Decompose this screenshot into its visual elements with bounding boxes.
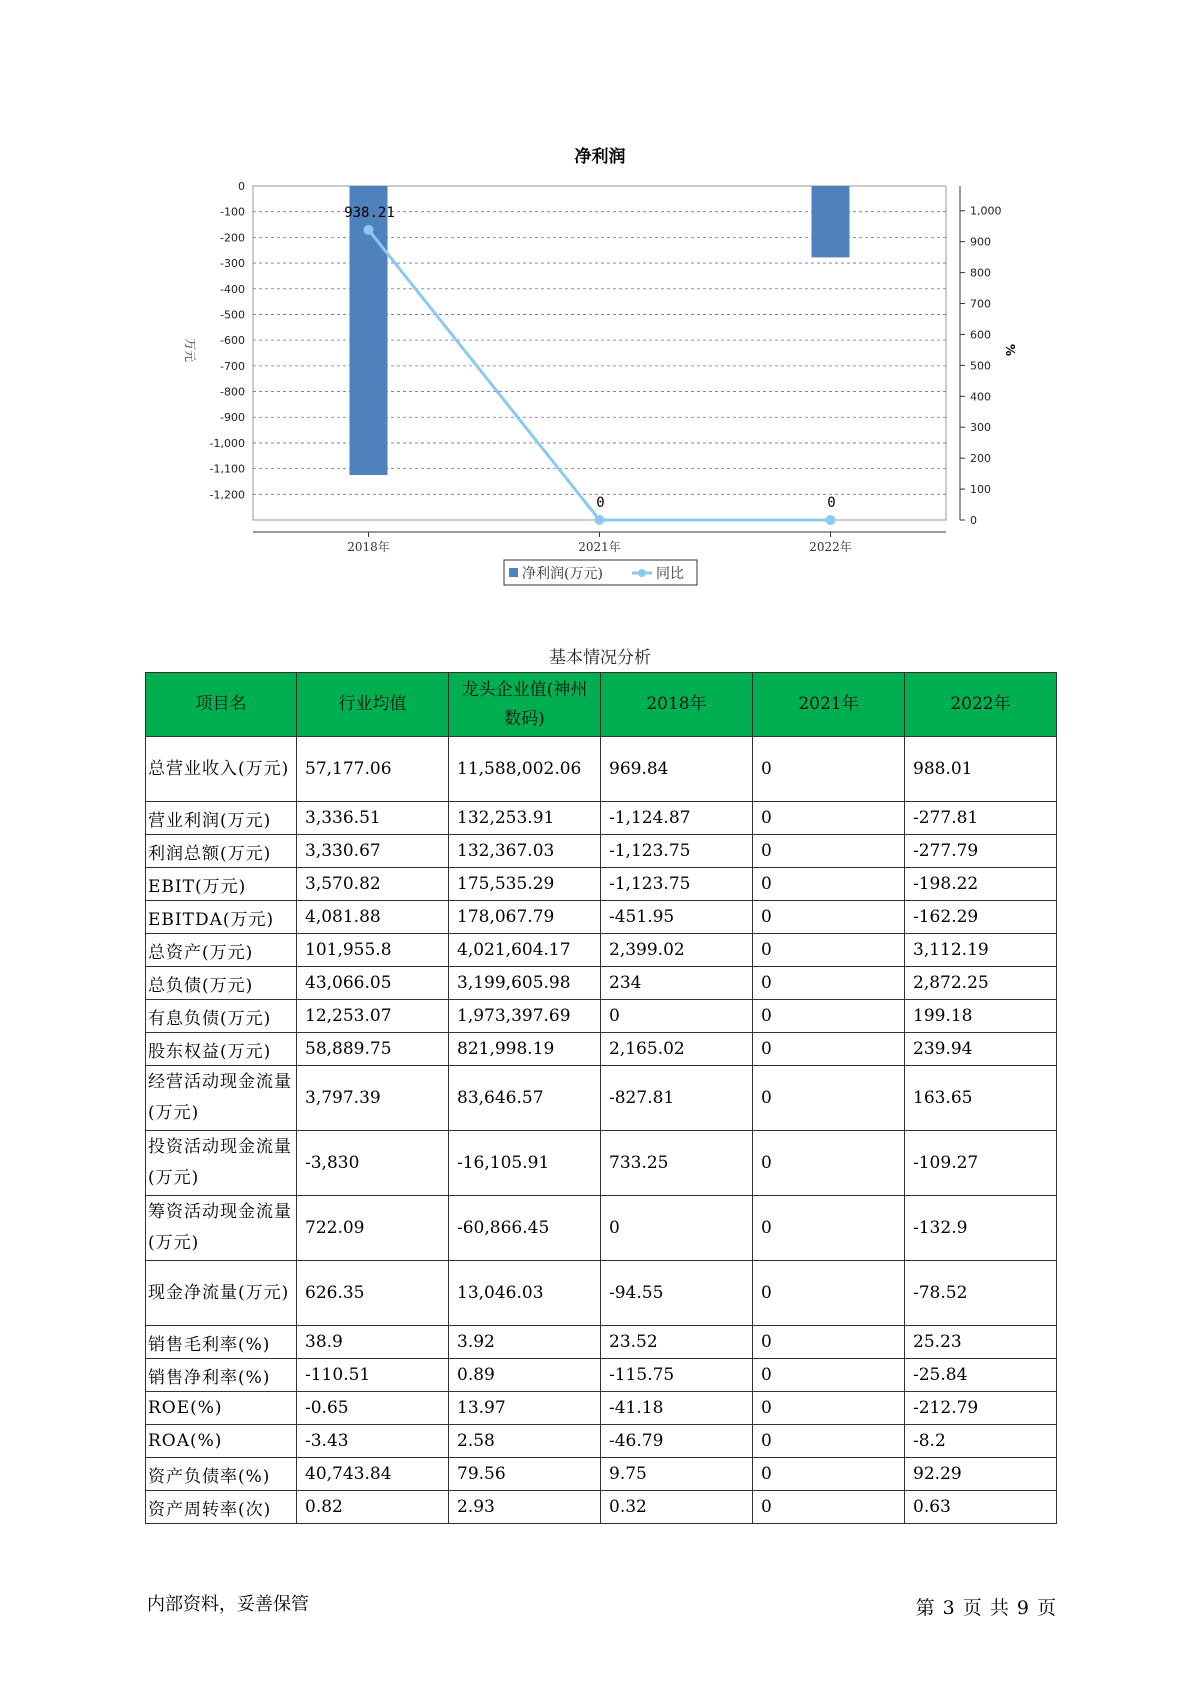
bar: [812, 186, 850, 257]
table-row: [146, 835, 1057, 868]
table-cell: 3,570.82: [297, 868, 449, 901]
table-cell: 0: [601, 1000, 753, 1033]
table-row: [146, 934, 1057, 967]
y2-tick-label: 400: [970, 390, 991, 404]
table-cell: 3,330.67: [297, 835, 449, 868]
y2-tick-label: 500: [970, 359, 991, 373]
table-cell: 9.75: [601, 1458, 753, 1491]
header-year-2018: 2018年: [601, 673, 753, 737]
y2-tick-label: 300: [970, 421, 991, 435]
row-item-name: 销售净利率(%): [146, 1359, 297, 1392]
table-cell: -451.95: [601, 901, 753, 934]
table-cell: 175,535.29: [449, 868, 601, 901]
table-cell: 0: [753, 835, 905, 868]
row-item-name: 筹资活动现金流量(万元): [146, 1196, 297, 1261]
table-row: [146, 1066, 1057, 1131]
table-cell: -60,866.45: [449, 1196, 601, 1261]
table-cell: 132,253.91: [449, 802, 601, 835]
table-cell: -94.55: [601, 1261, 753, 1326]
table-cell: 234: [601, 967, 753, 1000]
table-cell: 2,165.02: [601, 1033, 753, 1066]
yoy-point: [364, 225, 374, 235]
table-cell: 0: [753, 1326, 905, 1359]
y2-tick-label: 600: [970, 328, 991, 342]
table-row: [146, 967, 1057, 1000]
table-cell: 163.65: [905, 1066, 1057, 1131]
x-tick-label: 2018年: [347, 540, 390, 554]
table-cell: 0.32: [601, 1491, 753, 1524]
net-profit-chart: [0, 0, 1191, 600]
legend-swatch-marker: [638, 569, 646, 577]
chart-legend: [504, 560, 697, 585]
y2-tick-label: 900: [970, 235, 991, 249]
table-cell: 3,797.39: [297, 1066, 449, 1131]
table-cell: 0: [753, 1033, 905, 1066]
header-leader-value: 龙头企业值(神州数码): [449, 673, 601, 737]
table-cell: 38.9: [297, 1326, 449, 1359]
table-cell: 3,199,605.98: [449, 967, 601, 1000]
table-cell: 0: [753, 1359, 905, 1392]
row-item-name: 资产负债率(%): [146, 1458, 297, 1491]
row-item-name: 利润总额(万元): [146, 835, 297, 868]
table-row: [146, 1000, 1057, 1033]
table-cell: 25.23: [905, 1326, 1057, 1359]
table-cell: -1,123.75: [601, 868, 753, 901]
y-tick-label: -300: [220, 257, 245, 271]
legend-swatch-bar: [509, 568, 518, 577]
table-cell: 2.58: [449, 1425, 601, 1458]
yoy-point: [826, 515, 836, 525]
table-row: [146, 1131, 1057, 1196]
yoy-data-label: 938.21: [344, 204, 395, 221]
table-cell: -115.75: [601, 1359, 753, 1392]
y-axis-label: 万元: [183, 337, 197, 363]
table-cell: -0.65: [297, 1392, 449, 1425]
row-item-name: 股东权益(万元): [146, 1033, 297, 1066]
table-cell: 83,646.57: [449, 1066, 601, 1131]
table-row: [146, 1458, 1057, 1491]
table-cell: -277.79: [905, 835, 1057, 868]
y2-tick-label: 200: [970, 452, 991, 466]
table-row: [146, 1261, 1057, 1326]
header-item-name: 项目名: [146, 673, 297, 737]
table-cell: 0: [753, 802, 905, 835]
table-cell: -109.27: [905, 1131, 1057, 1196]
table-row: [146, 1196, 1057, 1261]
table-cell: 57,177.06: [297, 737, 449, 802]
table-cell: 0: [753, 901, 905, 934]
table-cell: 0: [601, 1196, 753, 1261]
table-cell: 0: [753, 1425, 905, 1458]
table-cell: 2,872.25: [905, 967, 1057, 1000]
row-item-name: 总资产(万元): [146, 934, 297, 967]
y2-tick-label: 1,000: [970, 204, 1002, 218]
row-item-name: 资产周转率(次): [146, 1491, 297, 1524]
y-tick-label: -100: [220, 205, 245, 219]
header-industry-average: 行业均值: [297, 673, 449, 737]
table-cell: 0: [753, 868, 905, 901]
row-item-name: 总营业收入(万元): [146, 737, 297, 802]
header-year-2021: 2021年: [753, 673, 905, 737]
table-cell: 0: [753, 1392, 905, 1425]
table-caption: 基本情况分析: [549, 648, 651, 668]
table-cell: 43,066.05: [297, 967, 449, 1000]
table-row: [146, 1392, 1057, 1425]
row-item-name: 经营活动现金流量(万元): [146, 1066, 297, 1131]
table-row: [146, 1425, 1057, 1458]
table-cell: -1,124.87: [601, 802, 753, 835]
y-tick-label: -800: [220, 385, 245, 399]
table-cell: 733.25: [601, 1131, 753, 1196]
table-cell: 13,046.03: [449, 1261, 601, 1326]
table-cell: 969.84: [601, 737, 753, 802]
table-row: [146, 901, 1057, 934]
table-header-row: [146, 673, 1057, 737]
table-cell: 132,367.03: [449, 835, 601, 868]
table-cell: -46.79: [601, 1425, 753, 1458]
legend-label-yoy: 同比: [656, 566, 684, 582]
table-row: [146, 868, 1057, 901]
table-cell: 821,998.19: [449, 1033, 601, 1066]
chart-title: 净利润: [574, 147, 626, 167]
y2-tick-label: 800: [970, 266, 991, 280]
table-cell: 199.18: [905, 1000, 1057, 1033]
row-item-name: 总负债(万元): [146, 967, 297, 1000]
table-cell: 58,889.75: [297, 1033, 449, 1066]
y-tick-label: -600: [220, 334, 245, 348]
y2-axis-label: %: [1003, 343, 1017, 357]
table-cell: 0: [753, 1458, 905, 1491]
y-tick-label: -400: [220, 282, 245, 296]
y-tick-label: -1,100: [209, 462, 245, 476]
table-cell: 12,253.07: [297, 1000, 449, 1033]
table-cell: -110.51: [297, 1359, 449, 1392]
table-cell: -25.84: [905, 1359, 1057, 1392]
table-cell: 0.82: [297, 1491, 449, 1524]
table-cell: 101,955.8: [297, 934, 449, 967]
table-cell: 4,081.88: [297, 901, 449, 934]
table-cell: -78.52: [905, 1261, 1057, 1326]
table-row: [146, 737, 1057, 802]
table-row: [146, 1033, 1057, 1066]
basic-analysis-table: [145, 672, 1057, 1524]
y2-tick-label: 700: [970, 297, 991, 311]
table-cell: 40,743.84: [297, 1458, 449, 1491]
table-cell: 722.09: [297, 1196, 449, 1261]
x-tick-label: 2022年: [809, 540, 852, 554]
table-cell: -41.18: [601, 1392, 753, 1425]
table-cell: 79.56: [449, 1458, 601, 1491]
row-item-name: ROA(%): [146, 1425, 297, 1458]
table-cell: 178,067.79: [449, 901, 601, 934]
table-cell: 92.29: [905, 1458, 1057, 1491]
x-tick-label: 2021年: [578, 540, 621, 554]
table-cell: 0.63: [905, 1491, 1057, 1524]
table-cell: 4,021,604.17: [449, 934, 601, 967]
y-tick-label: -900: [220, 411, 245, 425]
y-tick-label: -500: [220, 308, 245, 322]
table-cell: 0: [753, 1491, 905, 1524]
y-tick-label: -1,000: [209, 436, 245, 450]
row-item-name: 现金净流量(万元): [146, 1261, 297, 1326]
row-item-name: ROE(%): [146, 1392, 297, 1425]
table-cell: 626.35: [297, 1261, 449, 1326]
legend-label-net-profit: 净利润(万元): [522, 566, 603, 582]
table-cell: 0: [753, 967, 905, 1000]
table-cell: 0: [753, 934, 905, 967]
table-cell: -3.43: [297, 1425, 449, 1458]
table-cell: 3,336.51: [297, 802, 449, 835]
y-tick-label: -700: [220, 359, 245, 373]
table-cell: 3.92: [449, 1326, 601, 1359]
row-item-name: 销售毛利率(%): [146, 1326, 297, 1359]
table-cell: 3,112.19: [905, 934, 1057, 967]
y2-tick-label: 0: [970, 514, 977, 527]
table-row: [146, 1326, 1057, 1359]
table-cell: 2.93: [449, 1491, 601, 1524]
table-cell: 0: [753, 1196, 905, 1261]
table-cell: -827.81: [601, 1066, 753, 1131]
table-cell: 239.94: [905, 1033, 1057, 1066]
table-cell: -3,830: [297, 1131, 449, 1196]
table-cell: 11,588,002.06: [449, 737, 601, 802]
table-cell: -162.29: [905, 901, 1057, 934]
row-item-name: 投资活动现金流量(万元): [146, 1131, 297, 1196]
header-year-2022: 2022年: [905, 673, 1057, 737]
table-cell: 23.52: [601, 1326, 753, 1359]
y-tick-label: -1,200: [209, 488, 245, 502]
y-tick-label: 0: [238, 180, 245, 193]
table-cell: 2,399.02: [601, 934, 753, 967]
table-cell: 0.89: [449, 1359, 601, 1392]
table-row: [146, 1359, 1057, 1392]
row-item-name: EBIT(万元): [146, 868, 297, 901]
table-row: [146, 802, 1057, 835]
row-item-name: 有息负债(万元): [146, 1000, 297, 1033]
table-cell: -8.2: [905, 1425, 1057, 1458]
table-cell: -132.9: [905, 1196, 1057, 1261]
footer-page-number: 第 3 页 共 9 页: [915, 1597, 1056, 1619]
table-cell: 988.01: [905, 737, 1057, 802]
yoy-data-label: 0: [827, 495, 836, 511]
table-cell: 0: [753, 1261, 905, 1326]
table-cell: -16,105.91: [449, 1131, 601, 1196]
y2-tick-label: 100: [970, 483, 991, 497]
table-cell: -212.79: [905, 1392, 1057, 1425]
y-tick-label: -200: [220, 231, 245, 245]
table-cell: -198.22: [905, 868, 1057, 901]
table-cell: -1,123.75: [601, 835, 753, 868]
table-cell: 0: [753, 1066, 905, 1131]
yoy-data-label: 0: [596, 495, 605, 511]
table-cell: 0: [753, 1000, 905, 1033]
footer-confidential-note: 内部资料，妥善保管: [147, 1594, 309, 1615]
table-cell: -277.81: [905, 802, 1057, 835]
row-item-name: 营业利润(万元): [146, 802, 297, 835]
table-cell: 0: [753, 1131, 905, 1196]
table-cell: 13.97: [449, 1392, 601, 1425]
table-row: [146, 1491, 1057, 1524]
table-cell: 1,973,397.69: [449, 1000, 601, 1033]
row-item-name: EBITDA(万元): [146, 901, 297, 934]
table-cell: 0: [753, 737, 905, 802]
yoy-point: [595, 515, 605, 525]
